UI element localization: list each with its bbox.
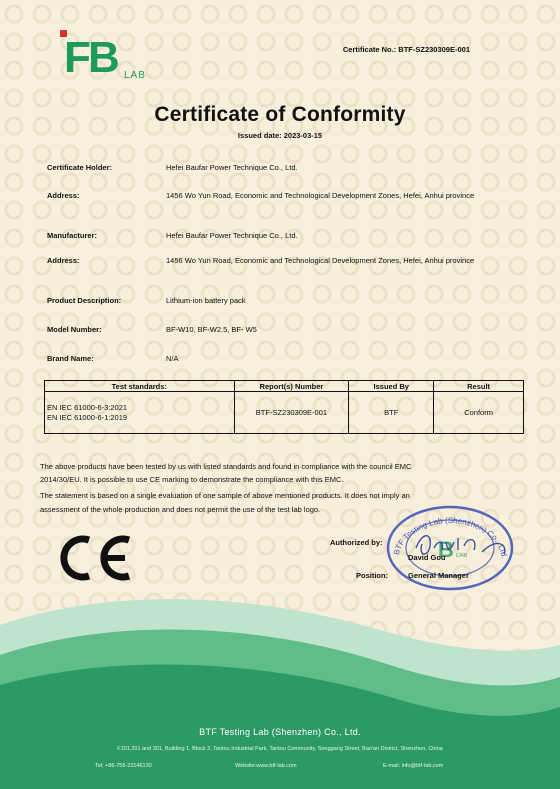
svg-text:B: B xyxy=(88,33,120,80)
footer-tel: Tel: +86-755-23146130 xyxy=(95,763,152,769)
position-label: Position: xyxy=(356,571,389,580)
standard-item: EN IEC 61000-6-1:2019 xyxy=(47,412,128,422)
position-value: General Manager xyxy=(408,571,469,580)
column-header: Issued By xyxy=(349,381,434,392)
footer-wave-decoration xyxy=(0,585,560,789)
column-header: Result xyxy=(434,381,524,392)
manufacturer-address-label: Address: xyxy=(47,256,80,265)
svg-text:LAB: LAB xyxy=(124,70,146,80)
manufacturer-label: Manufacturer: xyxy=(47,231,98,240)
standard-item: EN IEC 61000-6-3:2021 xyxy=(47,402,128,412)
product-value: Lithium-ion battery pack xyxy=(166,296,246,305)
statement-line: The above products have been tested by us with listed standards and found in compliance with the council EMC xyxy=(40,462,412,471)
svg-text:B: B xyxy=(438,537,454,562)
issued-date: Issued date: 2023-03-15 xyxy=(237,131,323,140)
standards-cell xyxy=(45,392,235,434)
product-label: Product Description: xyxy=(47,296,122,305)
model-value: BF-W10, BF-W2.5, BF- W5 xyxy=(166,325,257,334)
model-label: Model Number: xyxy=(47,325,102,334)
statement-line: assessment of the whole production and does not permit the use of the test lab logo. xyxy=(40,505,321,514)
address-label: Address: xyxy=(47,191,80,200)
manufacturer-value: Hefei Baufar Power Technique Co., Ltd. xyxy=(166,231,298,240)
issued-by-cell: BTF xyxy=(349,392,434,434)
brand-value: N/A xyxy=(166,354,179,363)
address-value: 1456 Wo Yun Road, Economic and Technological Development Zones, Hefei, Anhui province xyxy=(166,191,475,200)
table-row xyxy=(45,392,524,434)
manufacturer-address-value: 1456 Wo Yun Road, Economic and Technological Development Zones, Hefei, Anhui province xyxy=(166,256,475,265)
statement-line: 2014/30/EU. It is possible to use CE marking to demonstrate the compliance with this EMC. xyxy=(40,475,344,484)
test-standards-table xyxy=(44,380,524,434)
footer-address: F101,201 and 301, Building 1, Block 2, Tantou Industrial Park, Tantou Community, Songgang Street, Bao'an District, Shenzhen, China xyxy=(117,746,443,752)
statement-line: The statement is based on a single evaluation of one sample of above mentioned products. It does not imply an xyxy=(40,491,410,500)
footer-company-name: BTF Testing Lab (Shenzhen) Co., Ltd. xyxy=(199,727,361,737)
table-header-row xyxy=(45,381,524,392)
signer-name: David Gou xyxy=(408,553,446,562)
btf-lab-logo xyxy=(56,28,166,80)
report-number-cell: BTF-SZ230309E-001 xyxy=(234,392,349,434)
holder-value: Hefei Baufar Power Technique Co., Ltd. xyxy=(166,163,298,172)
holder-label: Certificate Holder: xyxy=(47,163,113,172)
footer-email: E-mail: info@btf-lab.com xyxy=(383,763,444,769)
result-cell: Conform xyxy=(434,392,524,434)
brand-label: Brand Name: xyxy=(47,354,94,363)
page-title: Certificate of Conformity xyxy=(154,103,406,126)
footer-website: Website:www.btf-lab.com xyxy=(235,763,297,769)
column-header: Test standards: xyxy=(45,381,235,392)
svg-text:BTF Testing Lab (Shenzhen) Co.: BTF Testing Lab (Shenzhen) Co., Ltd. xyxy=(391,515,509,560)
authorized-by-label: Authorized by: xyxy=(330,538,383,547)
svg-text:LAB: LAB xyxy=(456,553,468,559)
column-header: Report(s) Number xyxy=(234,381,349,392)
certificate-number: Certificate No.: BTF-SZ230309E-001 xyxy=(342,45,470,54)
ce-mark-icon xyxy=(55,532,133,584)
svg-text:F: F xyxy=(64,33,91,80)
